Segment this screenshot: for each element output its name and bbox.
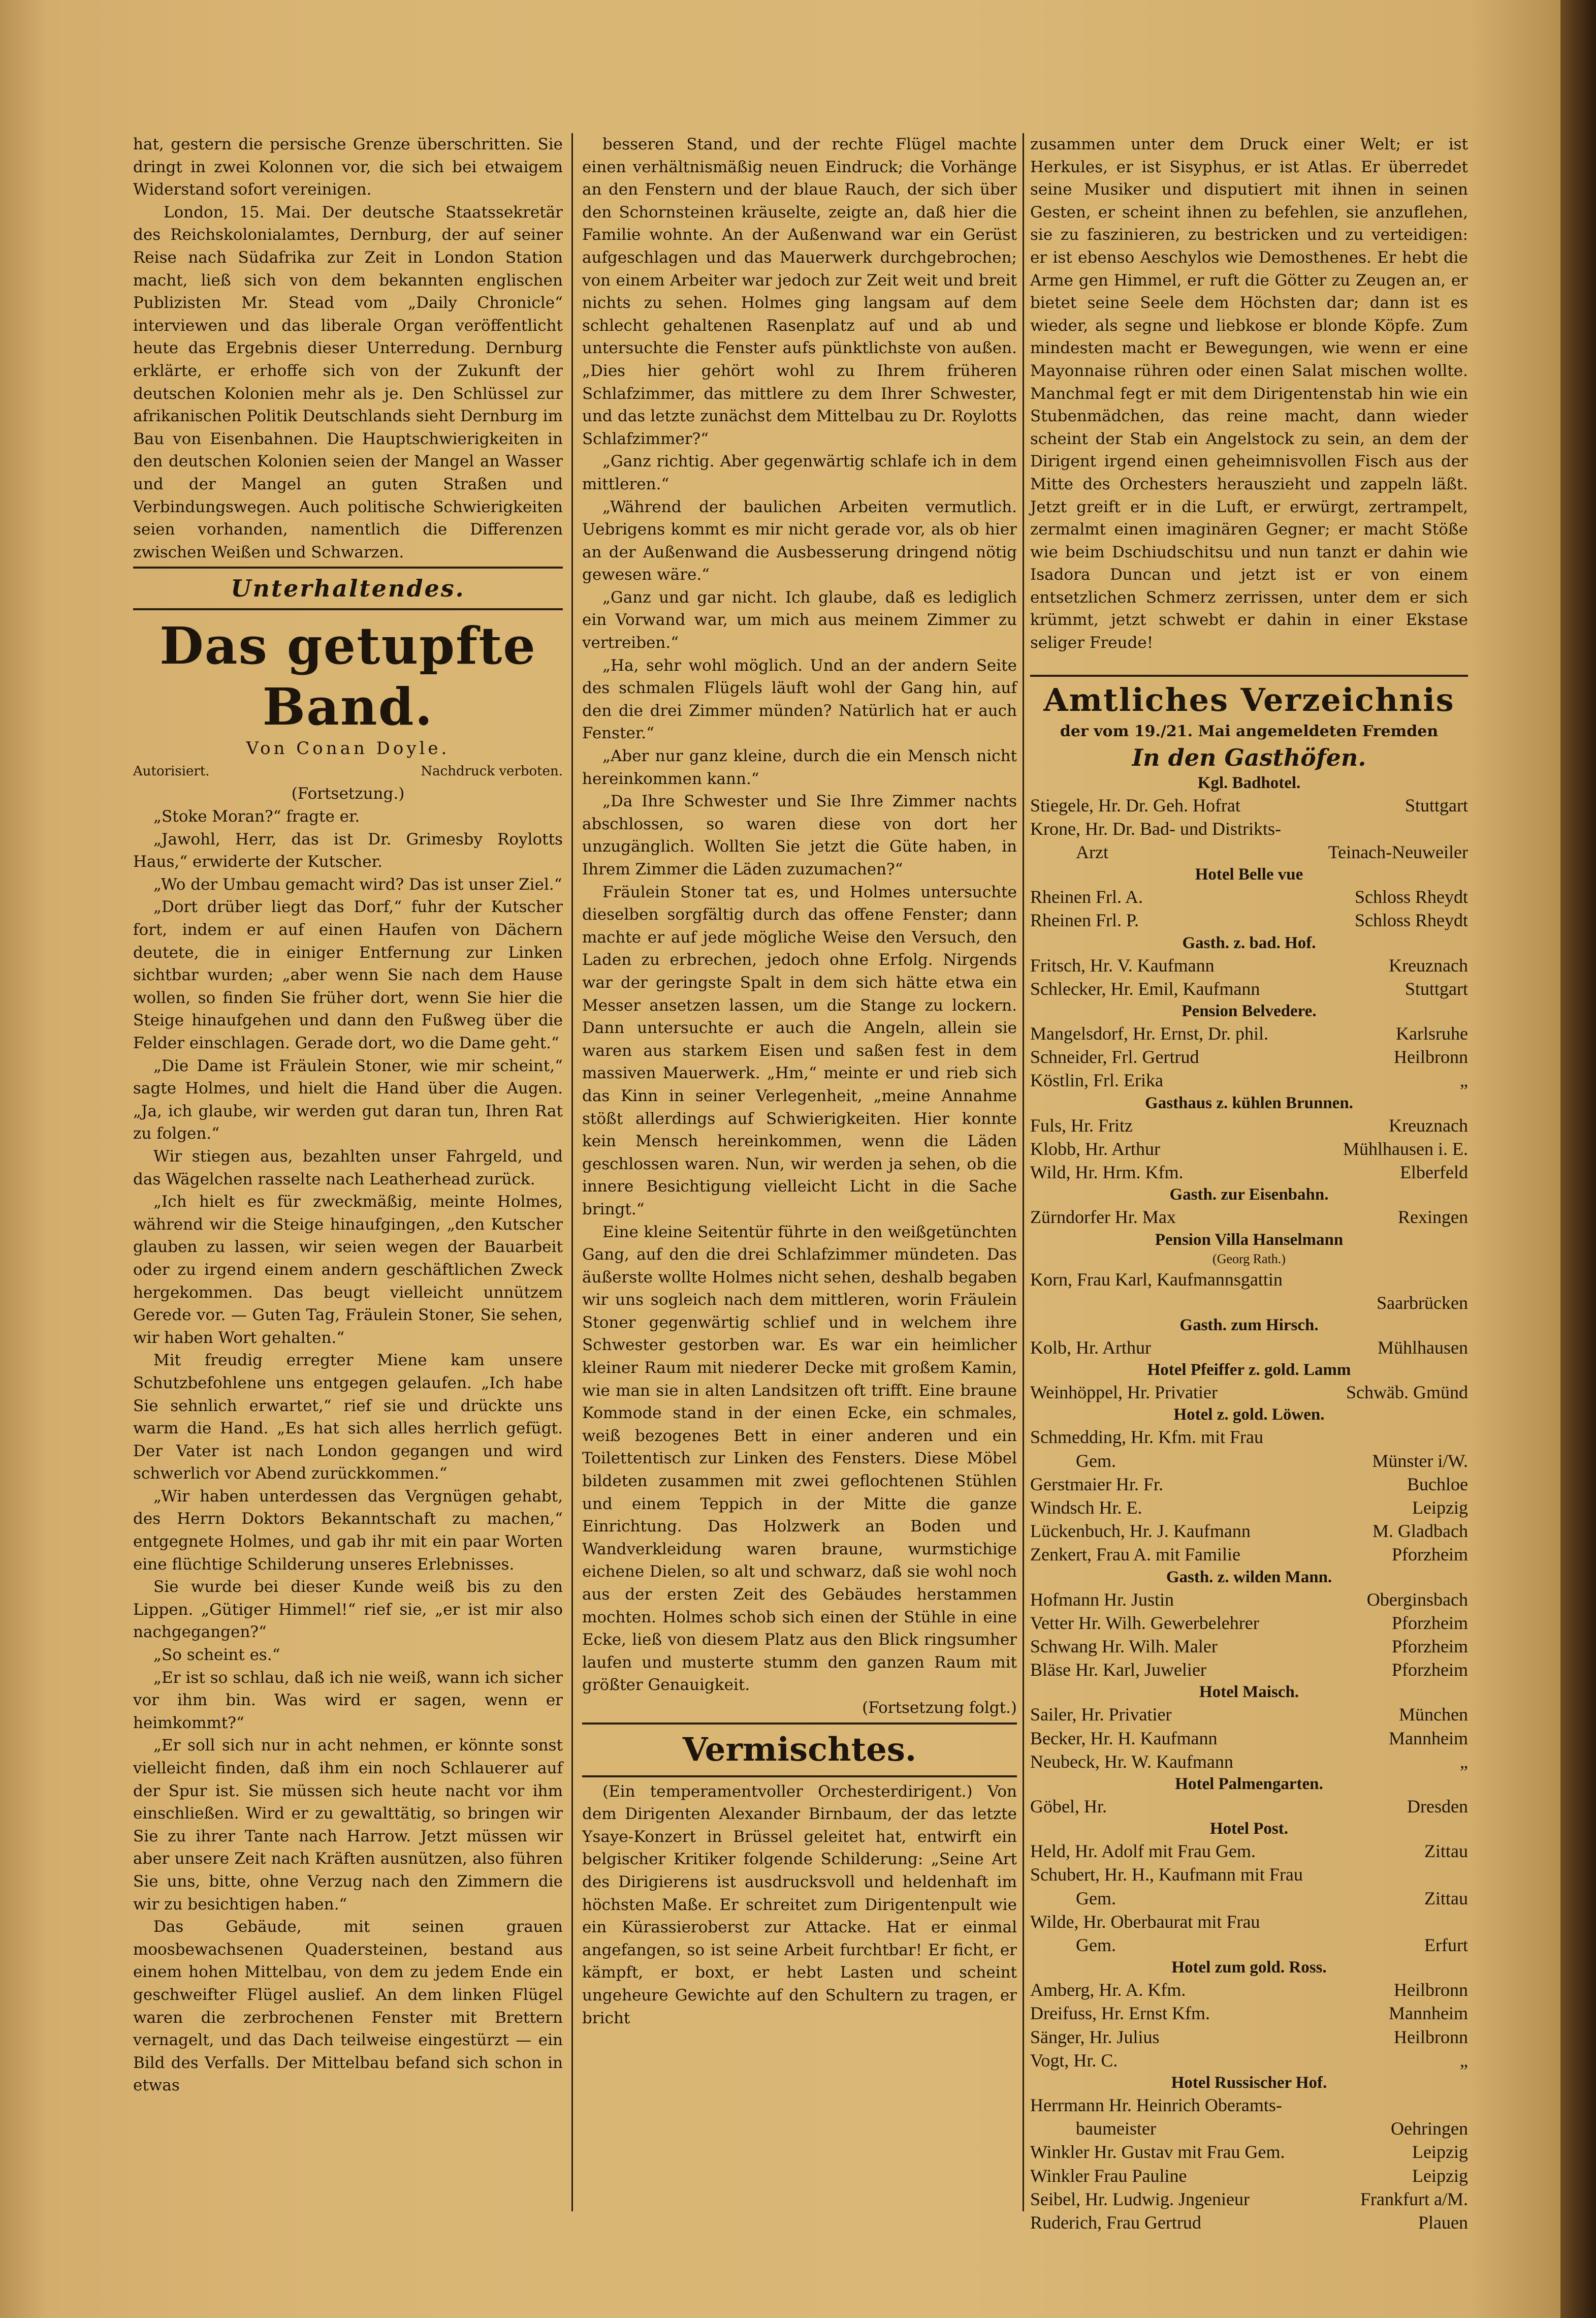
guest-origin: Stuttgart	[1405, 978, 1468, 999]
guest-entry	[1030, 954, 1468, 977]
guest-origin: Erfurt	[1424, 1934, 1468, 1955]
guest-origin: Mühlhausen	[1378, 1337, 1468, 1358]
story-paragraph: „Aber nur ganz kleine, durch die ein Mensch nicht hereinkommen kann.“	[582, 747, 1017, 788]
guest-name: Fuls, Hr. Fritz	[1030, 1115, 1133, 1136]
guest-origin: Pforzheim	[1392, 1544, 1468, 1565]
guest-name: Kolb, Hr. Arthur	[1030, 1337, 1151, 1358]
story-body	[133, 805, 563, 2097]
column-rule-1	[571, 133, 573, 2211]
section-heading: Unterhaltendes.	[231, 575, 465, 603]
guest-origin: Kreuznach	[1389, 955, 1468, 976]
guest-entry	[1030, 2025, 1468, 2049]
guest-origin: Zittau	[1424, 1841, 1468, 1862]
guest-entry	[1030, 1795, 1468, 1818]
guest-entry	[1030, 1381, 1468, 1404]
hotel-name: Gasthaus z. kühlen Brunnen.	[1145, 1093, 1353, 1112]
guest-entry	[1030, 1863, 1468, 1886]
hotel-name: Gasth. z. wilden Mann.	[1166, 1568, 1332, 1586]
guest-origin: Oberginsbach	[1366, 1589, 1468, 1610]
guest-name: Zenkert, Frau A. mit Familie	[1030, 1544, 1240, 1565]
guest-entry	[1030, 1519, 1468, 1543]
story-paragraph: „Er soll sich nur in acht nehmen, er könnte sonst vielleicht finden, daß ihm ein noch Schlauerer auf der Spur ist. Sie müssen sich heute nacht vor ihm einschließen. Wird er zu gewalttätig, so bringen wir Sie zu ihrer Tante nach Harrow. Jetzt müssen wir aber unsere Zeit nach Kräften ausnützen, also führen Sie uns, bitte, ohne Verzug nach den Zimmern die wir zu besichtigen haben.“	[133, 1736, 563, 1914]
hotel-name: Hotel Russischer Hof.	[1171, 2073, 1327, 2092]
column-1	[133, 133, 563, 2097]
guest-entry	[1030, 1425, 1468, 1449]
guest-name: Rheinen Frl. P.	[1030, 910, 1139, 931]
hotel-name: Kgl. Badhotel.	[1197, 773, 1301, 792]
guest-name: Rheinen Frl. A.	[1030, 887, 1143, 907]
guest-name: Seibel, Hr. Ludwig. Jngenieur	[1030, 2188, 1250, 2209]
guest-entry	[1030, 2093, 1468, 2117]
guest-entry	[1030, 2164, 1468, 2187]
guest-name: Krone, Hr. Dr. Bad- und Distrikts-	[1030, 818, 1281, 839]
story-paragraph: „Während der baulichen Arbeiten vermutlich. Uebrigens kommt es mir nicht gerade vor, als ob hier an der Außenwand die Ausbesserung dringend nötig gewesen wäre.“	[582, 497, 1017, 584]
guest-origin: Pforzheim	[1392, 1612, 1468, 1633]
guest-origin: Leipzig	[1412, 2142, 1468, 2163]
guest-entry	[1030, 2117, 1468, 2140]
hotel-name: Pension Belvedere.	[1182, 1002, 1317, 1021]
guest-origin: „	[1460, 1751, 1468, 1772]
hotel-name: Gasth. z. bad. Hof.	[1182, 933, 1316, 952]
story-paragraph: Das Gebäude, mit seinen grauen moosbewachsenen Quadersteinen, bestand aus einem hohen Mittelbau, von dem zu jedem Ende ein geschweifter Flügel auslief. An dem linken Flügel waren die zerbrochenen Fenster mit Brettern vernagelt, und das Dach teilweise eingestürzt — ein Bild des Verfalls. Der Mittelbau befand sich schon in etwas	[133, 1918, 563, 2095]
story-paragraph: „Da Ihre Schwester und Sie Ihre Zimmer nachts abschlossen, so waren diese von dort her unzugänglich. Wollten Sie jetzt die Güte haben, in Ihrem Zimmer die Läden zuzumachen?“	[582, 792, 1017, 879]
guest-entry	[1030, 1045, 1468, 1069]
guest-entry	[1030, 1114, 1468, 1137]
guest-entry	[1030, 1022, 1468, 1045]
guest-entry	[1030, 1635, 1468, 1658]
story-paragraph: „Er ist so schlau, daß ich nie weiß, wann ich sicher vor ihm bin. Was wird er sagen, wenn er heimkommt?“	[133, 1668, 563, 1732]
guest-entry	[1030, 1887, 1468, 1910]
guest-name: Held, Hr. Adolf mit Frau Gem.	[1030, 1841, 1256, 1862]
story-byline: Von Conan Doyle.	[246, 738, 450, 759]
guest-entry	[1030, 977, 1468, 1000]
column-2	[582, 133, 1017, 2029]
guest-entry	[1030, 885, 1468, 909]
column-rule-2	[1023, 133, 1024, 2211]
vermischtes-body	[582, 1780, 1017, 2030]
guest-entry	[1030, 1268, 1468, 1291]
guest-origin: M. Gladbach	[1372, 1521, 1468, 1542]
guest-entry	[1030, 1658, 1468, 1681]
guest-origin: Dresden	[1407, 1796, 1468, 1816]
guest-name: Sänger, Hr. Julius	[1030, 2026, 1160, 2047]
guest-name: Amberg, Hr. A. Kfm.	[1030, 1980, 1186, 2000]
story-paragraph: Fräulein Stoner tat es, und Holmes untersuchte dieselben sorgfältig durch das offene Fenster; dann machte er auf jede mögliche Weise den Versuch, den Laden zu erbrechen, jedoch ohne Erfolg. Nirgends war der geringste Spalt in dem sich hätte etwa ein Messer ansetzen lassen, um die Stange zu lockern. Dann untersuchte er auch die Angeln, allein sie waren aus starkem Eisen und saßen fest in dem massiven Mauerwerk. „Hm,“ meinte er und rieb sich das Kinn in seiner Verlegenheit, „meine Annahme stößt allerdings auf Schwierigkeiten. Hier konnte kein Mensch hereinkommen, wenn die Läden geschlossen waren. Nun, wir werden ja sehen, ob die innere Besichtigung vielleicht Licht in die Sache bringt.“	[582, 883, 1017, 1218]
divider	[133, 567, 563, 569]
section-title-vermischtes: Vermischtes.	[682, 1730, 917, 1769]
story-title: Das getupfte Band.	[159, 616, 536, 737]
guest-origin: Zittau	[1424, 1888, 1468, 1908]
guest-origin: Elberfeld	[1400, 1162, 1468, 1183]
guest-name: Stiegele, Hr. Dr. Geh. Hofrat	[1030, 795, 1240, 816]
guest-name: Korn, Frau Karl, Kaufmannsgattin	[1030, 1269, 1283, 1290]
guest-entry	[1030, 2049, 1468, 2072]
page-edge-shadow	[1560, 0, 1596, 2318]
guest-origin: Münster i/W.	[1372, 1450, 1468, 1471]
column-3	[1030, 133, 1468, 2234]
guest-origin: Pforzheim	[1392, 1659, 1468, 1680]
guest-origin: „	[1460, 1070, 1468, 1091]
story-paragraph: „So scheint es.“	[153, 1646, 280, 1665]
guest-origin: Karlsruhe	[1396, 1023, 1468, 1044]
guest-origin: Schloss Rheydt	[1354, 910, 1468, 931]
guest-name: Winkler Hr. Gustav mit Frau Gem.	[1030, 2142, 1285, 2163]
guest-origin: Leipzig	[1412, 1497, 1468, 1518]
guest-origin: München	[1399, 1704, 1468, 1725]
story-paragraph: „Jawohl, Herr, das ist Dr. Grimesby Roylotts Haus,“ erwiderte der Kutscher.	[133, 830, 563, 871]
guest-name: Windsch Hr. E.	[1030, 1497, 1142, 1518]
story-paragraph: Mit freudig erregter Miene kam unsere Schutzbefohlene uns entgegen gelaufen. „Ich habe Sie sehnlich erwartet,“ rief sie und drückte uns warm die Hand. „Es hat sich alles herrlich gefügt. Der Vater ist nach London gegangen und wird schwerlich vor Abend zurückkommen.“	[133, 1351, 563, 1483]
hotel-name: Hotel zum gold. Ross.	[1171, 1958, 1327, 1977]
guest-origin: Heilbronn	[1394, 1047, 1468, 1068]
guest-origin: Schwäb. Gmünd	[1346, 1382, 1468, 1403]
guest-name: Klobb, Hr. Arthur	[1030, 1138, 1160, 1159]
guest-entry	[1030, 1496, 1468, 1519]
guest-origin: Schloss Rheydt	[1354, 887, 1468, 907]
guest-name: Weinhöppel, Hr. Privatier	[1030, 1382, 1218, 1403]
guest-origin: Frankfurt a/M.	[1360, 2188, 1468, 2209]
news-paragraph: London, 15. Mai. Der deutsche Staatssekretär des Reichskolonialamtes, Dernburg, der auf seiner Reise nach Südafrika zur Zeit in London Station macht, ließ sich von dem bekannten englischen Publizisten Mr. Stead vom „Daily Chronicle“ interviewen und das liberale Organ veröffentlicht heute das Ergebnis dieser Unterredung. Dernburg erklärte, er erhoffe sich von der Zukunft der deutschen Kolonien mehr als je. Den Schlüssel zur afrikanischen Politik Deutschlands sieht Dernburg im Bau von Eisenbahnen. Die Hauptschwierigkeiten in den deutschen Kolonien seien der Mangel an Wasser und der Mangel an guten Straßen und Verbindungswegen. Auch politische Schwierigkeiten seien vorhanden, namentlich die Differenzen zwischen Weißen und Schwarzen.	[133, 203, 563, 561]
story-paragraph: Eine kleine Seitentür führte in den weißgetünchten Gang, auf den die drei Schlafzimmer mündeten. Das äußerste wollte Holmes nicht sehen, deshalb begaben wir uns sogleich nach dem mittleren, worin Fräulein Stoner gegenwärtig schlief und in welchem ihre Schwester gestorben war. Es war ein heimlicher kleiner Raum mit niederer Decke mit großem Kamin, wie man sie in alten Landsitzen oft trifft. Eine braune Kommode stand in der einen Ecke, ein schmales, weiß bezogenes Bett in einer anderen und ein Toilettentisch zur Linken des Fensters. Diese Möbel bildeten zusammen mit zwei geflochtenen Stühlen und einem Teppich in der Mitte die ganze Einrichtung. Das Holzwerk an Boden und Wandverkleidung waren braune, wurmstichige eichene Dielen, so alt und schwarz, daß sie wohl noch aus der ersten Zeit des Gebäudes herstammen mochten. Holmes schob sich einen der Stühle in eine Ecke, ließ von diesem Platz aus den Blick ringsumher laufen und musterte stumm den ganzen Raum mit größter Genauigkeit.	[582, 1223, 1017, 1695]
guest-name: Schneider, Frl. Gertrud	[1030, 1047, 1199, 1068]
guest-entry	[1030, 2001, 1468, 2025]
story-paragraph: „Ganz richtig. Aber gegenwärtig schlafe ich in dem mittleren.“	[582, 452, 1017, 493]
register-subtitle: der vom 19./21. Mai angemeldeten Fremden	[1060, 722, 1439, 740]
divider	[582, 1722, 1017, 1725]
guest-name: Neubeck, Hr. W. Kaufmann	[1030, 1751, 1233, 1772]
guest-entry	[1030, 1543, 1468, 1566]
guest-entry	[1030, 909, 1468, 932]
guest-name: Wilde, Hr. Oberbaurat mit Frau	[1030, 1911, 1260, 1932]
guest-origin: Rexingen	[1398, 1207, 1468, 1228]
news-paragraph: hat, gestern die persische Grenze überschritten. Sie dringt in zwei Kolonnen vor, die sich bei etwaigem Widerstand sofort vereinigen.	[133, 135, 563, 199]
guest-name	[1030, 1291, 1377, 1314]
story-paragraph: „Wo der Umbau gemacht wird? Das ist unser Ziel.“	[153, 875, 562, 894]
guest-entry	[1030, 1473, 1468, 1496]
guest-name: Gem.	[1076, 1450, 1116, 1471]
hotel-name: Hotel Palmengarten.	[1175, 1774, 1323, 1793]
story-paragraph: „Ganz und gar nicht. Ich glaube, daß es lediglich ein Vorwand war, um mich aus meinem Zimmer zu vertreiben.“	[582, 588, 1017, 652]
guest-name: Göbel, Hr.	[1030, 1796, 1107, 1816]
guest-entry	[1030, 1069, 1468, 1092]
guest-name: Schlecker, Hr. Emil, Kaufmann	[1030, 978, 1260, 999]
guest-origin: Mühlhausen i. E.	[1343, 1138, 1468, 1159]
guest-origin: Plauen	[1418, 2212, 1468, 2233]
guest-entry	[1030, 1727, 1468, 1750]
guest-name: Vogt, Hr. C.	[1030, 2050, 1118, 2071]
guest-entry	[1030, 1205, 1468, 1229]
guest-origin: Stuttgart	[1405, 795, 1468, 816]
guest-entry	[1030, 1588, 1468, 1611]
guest-entry	[1030, 1336, 1468, 1359]
guest-name: Fritsch, Hr. V. Kaufmann	[1030, 955, 1215, 976]
guest-origin: Mannheim	[1389, 2003, 1468, 2024]
guest-name: baumeister	[1076, 2118, 1156, 2139]
guest-origin: Kreuznach	[1389, 1115, 1468, 1136]
guest-name: Herrmann Hr. Heinrich Oberamts-	[1030, 2094, 1282, 2115]
guest-name: Schwang Hr. Wilh. Maler	[1030, 1636, 1218, 1656]
hotel-name: Hotel Maisch.	[1199, 1683, 1299, 1702]
guest-entry	[1030, 2187, 1468, 2211]
guest-entry	[1030, 1750, 1468, 1773]
guest-name: Köstlin, Frl. Erika	[1030, 1070, 1163, 1091]
guest-origin: Heilbronn	[1394, 1980, 1468, 2000]
rights-left: Autorisiert.	[133, 763, 210, 779]
guest-name: Zürndorfer Hr. Max	[1030, 1207, 1176, 1228]
guest-name: Winkler Frau Pauline	[1030, 2165, 1187, 2186]
guest-register	[1030, 772, 1468, 2235]
guest-entry	[1030, 794, 1468, 817]
guest-origin: Saarbrücken	[1377, 1292, 1468, 1313]
guest-name: Wild, Hr. Hrm. Kfm.	[1030, 1162, 1184, 1183]
hotel-name: Hotel Post.	[1210, 1820, 1288, 1838]
story-paragraph: besseren Stand, und der rechte Flügel machte einen verhältnismäßig neuen Eindruck; die Vorhänge an den Fenstern und der blaue Rauch, der sich über den Schornsteinen kräuselte, zeigte an, daß hier die Familie wohnte. An der Außenwand war ein Gerüst aufgeschlagen und das Mauerwerk durchgebrochen; von einem Arbeiter war jedoch zur Zeit weit und breit nichts zu sehen. Holmes ging langsam auf dem schlecht gehaltenen Rasenplatz auf und ab und untersuchte die Fenster aufs pünktlichste von außen. „Dies hier gehört wohl zu Ihrem früheren Schlafzimmer, das mittlere zu dem Ihrer Schwester, und das letzte zunächst dem Mittelbau zu Dr. Roylotts Schlafzimmer?“	[582, 135, 1017, 448]
guest-name: Arzt	[1076, 842, 1108, 863]
guest-entry	[1030, 1703, 1468, 1726]
rights-right: Nachdruck verboten.	[421, 763, 563, 779]
to-be-continued: (Fortsetzung folgt.)	[862, 1698, 1017, 1717]
guest-entry	[1030, 1161, 1468, 1184]
guest-name: Gem.	[1076, 1934, 1116, 1955]
guest-origin: Oehringen	[1391, 2118, 1468, 2139]
guest-entry	[1030, 1611, 1468, 1635]
story-paragraph: Wir stiegen aus, bezahlten unser Fahrgeld, und das Wägelchen rasselte nach Leatherhead zurück.	[133, 1147, 563, 1188]
divider	[582, 1775, 1017, 1777]
story-paragraph: „Ha, sehr wohl möglich. Und an der andern Seite des schmalen Flügels läuft wohl der Gang hin, auf den die drei Zimmer münden? Natürlich hat er auch Fenster.“	[582, 656, 1017, 743]
rights-row	[133, 760, 563, 783]
guest-name: Vetter Hr. Wilh. Gewerbelehrer	[1030, 1612, 1259, 1633]
continued-note: (Fortsetzung.)	[291, 785, 405, 803]
vermischtes-paragraph: (Ein temperamentvoller Orchesterdirigent.) Von dem Dirigenten Alexander Birnbaum, der das letzte Ysaye-Konzert in Brüssel geleitet hat, entwirft ein belgischer Kritiker folgende Schilderung: „Seine Art des Dirigierens ist ausdrucksvoll und heldenhaft im höchsten Maße. Er schreitet zum Dirigentenpult wie ein Kürassieroberst zur Attacke. Hat er einmal angefangen, so ist seine Arbeit furchtbar! Er ficht, er kämpft, er boxt, er hebt Lasten und scheint ungeheure Gewichte auf den Schultern zu tragen, er bricht	[582, 1782, 1017, 2027]
register-location: In den Gasthöfen.	[1132, 743, 1366, 771]
story-paragraph: „Die Dame ist Fräulein Stoner, wie mir scheint,“ sagte Holmes, und hielt die Hand über die Augen. „Ja, ich glaube, wir werden gut daran tun, Ihren Rat zu folgen.“	[133, 1056, 563, 1143]
divider	[133, 608, 563, 610]
guest-entry	[1030, 1910, 1468, 1933]
hotel-name: Hotel Belle vue	[1195, 865, 1303, 884]
guest-entry	[1030, 817, 1468, 840]
guest-entry	[1030, 2140, 1468, 2164]
story-body-continued	[582, 133, 1017, 1697]
guest-name: Hofmann Hr. Justin	[1030, 1589, 1174, 1610]
guest-entry	[1030, 1137, 1468, 1161]
guest-entry	[1030, 1291, 1468, 1314]
hotel-name: Hotel Pfeiffer z. gold. Lamm	[1147, 1361, 1351, 1380]
guest-origin: Buchloe	[1407, 1474, 1468, 1494]
guest-name: Ruderich, Frau Gertrud	[1030, 2212, 1201, 2233]
story-paragraph: „Dort drüber liegt das Dorf,“ fuhr der Kutscher fort, indem er auf einen Haufen von Dächern deutete, die in einiger Entfernung zur Linken sichtbar wurden; „aber wenn Sie nach dem Hause wollen, so finden Sie früher dort, wenn Sie hier die Steige hinaufgehen und dann den Fußweg über die Felder einschlagen. Gerade dort, wo die Dame geht.“	[133, 898, 563, 1052]
guest-origin: Pforzheim	[1392, 1636, 1468, 1656]
hotel-name: Gasth. zum Hirsch.	[1179, 1315, 1319, 1334]
guest-origin: Mannheim	[1389, 1728, 1468, 1748]
guest-name: Sailer, Hr. Privatier	[1030, 1704, 1172, 1725]
hotel-name: Hotel z. gold. Löwen.	[1173, 1405, 1325, 1424]
story-paragraph: „Ich hielt es für zweckmäßig, meinte Holmes, während wir die Steige hinaufgingen, „den Kutscher glauben zu lassen, wir seien wegen der Bauarbeit oder zu irgend einem andern geschäftlichen Zweck hergekommen. Das beugt vielleicht unnützem Gerede vor. — Guten Tag, Fräulein Stoner, Sie sehen, wir haben Wort gehalten.“	[133, 1193, 563, 1347]
guest-name: Mangelsdorf, Hr. Ernst, Dr. phil.	[1030, 1023, 1268, 1044]
register-title: Amtliches Verzeichnis	[1043, 681, 1455, 718]
guest-entry	[1030, 840, 1468, 864]
guest-entry	[1030, 1449, 1468, 1473]
guest-origin: Teinach-Neuweiler	[1328, 842, 1468, 863]
guest-entry	[1030, 2211, 1468, 2234]
guest-name: Bläse Hr. Karl, Juwelier	[1030, 1659, 1206, 1680]
guest-entry	[1030, 1978, 1468, 2001]
guest-entry	[1030, 1839, 1468, 1863]
guest-name: Dreifuss, Hr. Ernst Kfm.	[1030, 2003, 1210, 2024]
story-paragraph: Sie wurde bei dieser Kunde weiß bis zu den Lippen. „Gütiger Himmel!“ rief sie, „er ist mir also nachgegangen?“	[133, 1578, 563, 1642]
divider	[1030, 675, 1468, 677]
guest-name: Lückenbuch, Hr. J. Kaufmann	[1030, 1521, 1251, 1542]
hotel-name: Pension Villa Hanselmann	[1155, 1230, 1344, 1249]
guest-origin: „	[1460, 2050, 1468, 2071]
guest-name: Gem.	[1076, 1888, 1116, 1908]
hotel-name: Gasth. zur Eisenbahn.	[1169, 1185, 1329, 1204]
article-continuation: zusammen unter dem Druck einer Welt; er ist Herkules, er ist Sisyphus, er ist Atlas. Er überredet seine Musiker und disputiert mit ihnen in seinen Gesten, er scheint ihnen zu befehlen, sie anzuflehen, sie zu faszinieren, zu bestricken und zu verteidigen: er ist ebenso Aeschylos wie Demosthenes. Er hebt die Arme gen Himmel, er ruft die Götter zu Zeugen an, er bietet seine Seele dem Höchsten dar; dann ist es wieder, als segne und liebkose er blonde Köpfe. Zum mindesten macht er Bewegungen, wie wenn er eine Mayonnaise rühren oder einen Salat mischen wollte. Manchmal fegt er mit dem Dirigentenstab hin wie ein Stubenmädchen, das reine macht, dann wieder scheint der Stab ein Angelstock zu sein, an dem der Dirigent irgend einen geheimnisvollen Fisch aus der Mitte des Orchesters herauszieht und zappeln läßt. Jetzt greift er in die Luft, er erwürgt, zertrampelt, zermalmt einen imaginären Gegner; er macht Stöße wie beim Dschiudschitsu und nun tanzt er dahin wie Isadora Duncan und jetzt ist er von einem entsetzlichen Schmerz zerrissen, unter dem er sich krümmt, jetzt schwebt er dahin in einer Ekstase seliger Freude!	[1030, 135, 1468, 652]
guest-origin: Heilbronn	[1394, 2026, 1468, 2047]
guest-name: Schmedding, Hr. Kfm. mit Frau	[1030, 1427, 1263, 1448]
story-paragraph: „Wir haben unterdessen das Vergnügen gehabt, des Herrn Doktors Bekanntschaft zu machen,“ entgegnete Holmes, und gab ihr mit ein paar Worten eine flüchtige Schilderung unseres Erlebnisses.	[133, 1487, 563, 1574]
guest-entry	[1030, 1933, 1468, 1957]
guest-name: Becker, Hr. H. Kaufmann	[1030, 1728, 1218, 1748]
guest-name: Gerstmaier Hr. Fr.	[1030, 1474, 1163, 1494]
hotel-note: (Georg Rath.)	[1212, 1251, 1286, 1266]
story-paragraph: „Stoke Moran?“ fragte er.	[153, 807, 360, 826]
guest-origin: Leipzig	[1412, 2165, 1468, 2186]
guest-name: Schubert, Hr. H., Kaufmann mit Frau	[1030, 1864, 1303, 1885]
